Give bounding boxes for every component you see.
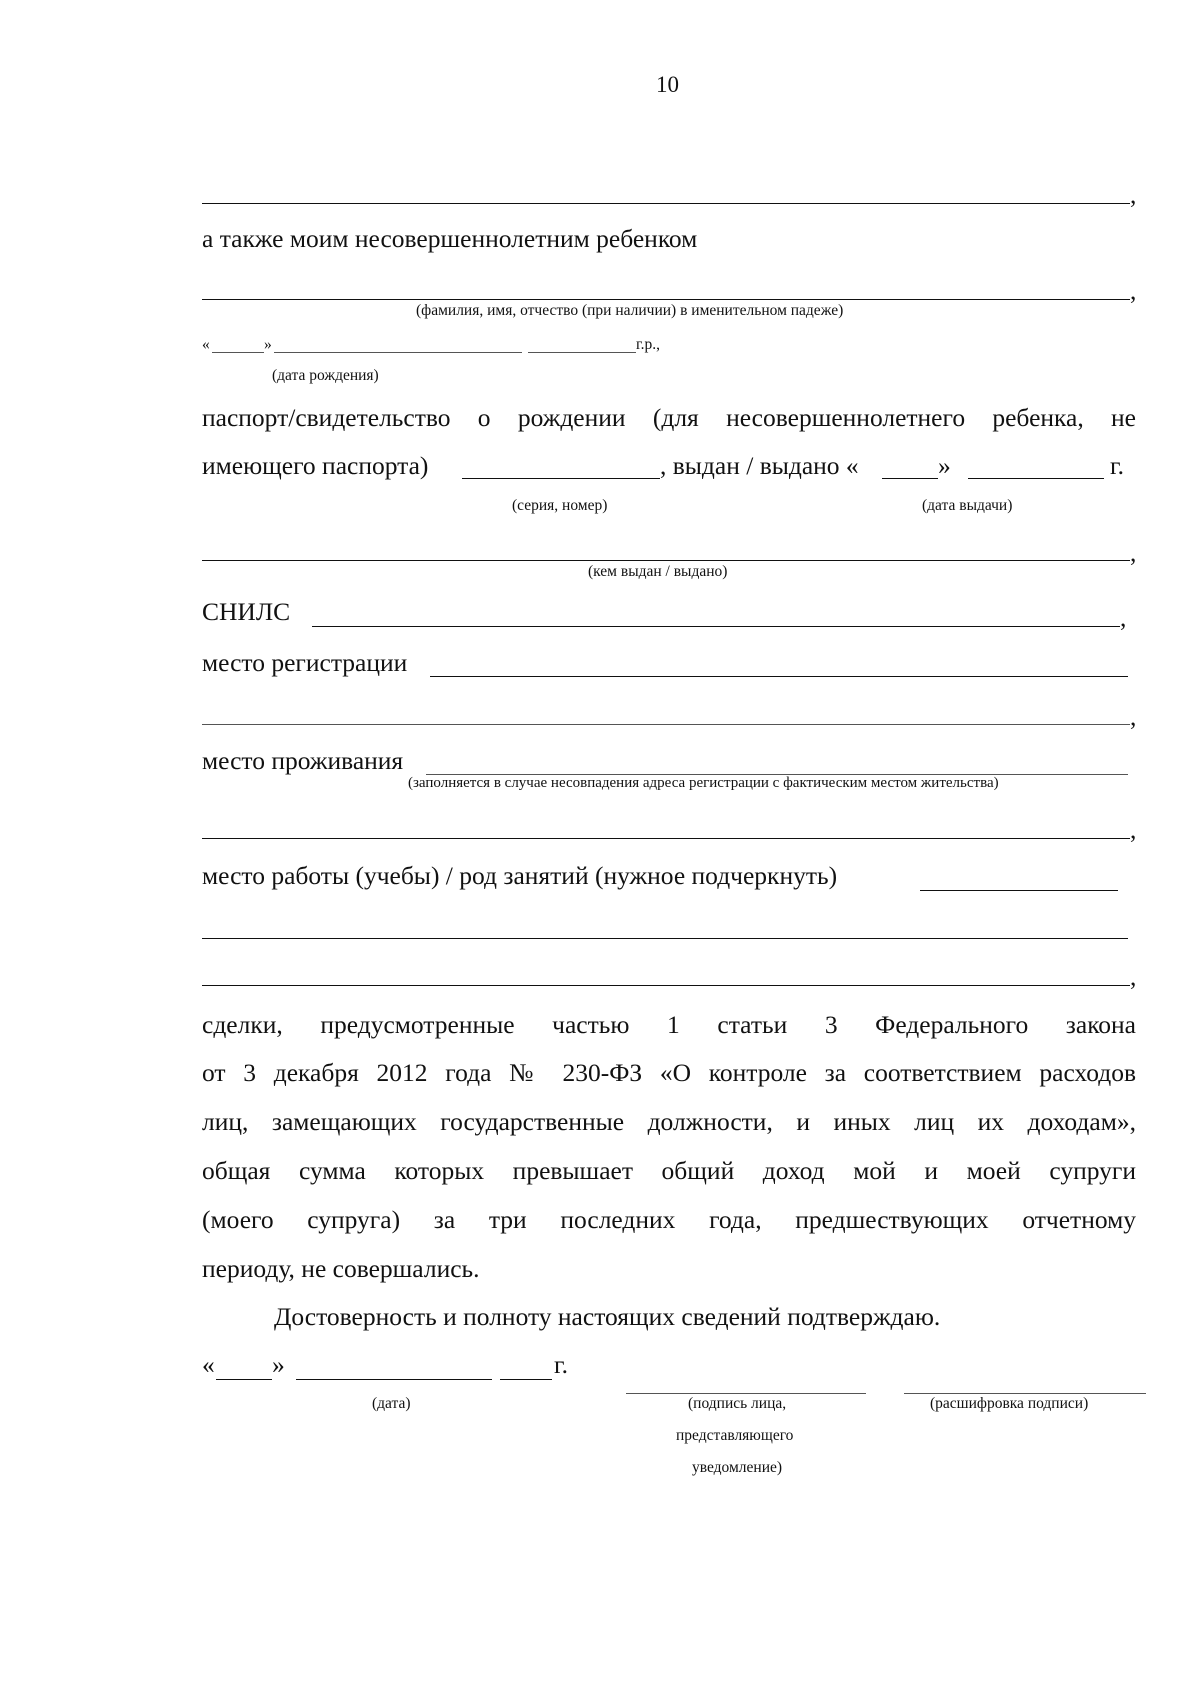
birth-close-quote: »	[264, 336, 272, 353]
paragraph-line-1: сделки, предусмотренные частью 1 статьи 3 Федерального закона	[202, 1010, 1136, 1039]
sign-month-line[interactable]	[296, 1379, 492, 1380]
residence-label: место проживания	[202, 746, 404, 775]
sign-date-caption: (дата)	[372, 1395, 411, 1412]
birth-caption: (дата рождения)	[272, 367, 379, 384]
snils-label: СНИЛС	[202, 597, 291, 626]
sign-day-line[interactable]	[216, 1379, 272, 1380]
passport-issued: , выдан / выдано «	[660, 451, 859, 480]
comma: ,	[1130, 180, 1137, 209]
series-caption: (серия, номер)	[512, 497, 608, 514]
sign-caption-2: представляющего	[676, 1427, 794, 1444]
child-name-line[interactable]	[202, 299, 1130, 300]
sign-year: г.	[554, 1350, 568, 1379]
paragraph-line-6: периоду, не совершались.	[202, 1254, 480, 1283]
work-line-3[interactable]	[202, 985, 1130, 986]
page-number: 10	[656, 72, 679, 97]
comma: ,	[1130, 962, 1137, 991]
paragraph-line-5: (моего супруга) за три последних года, предшествующих отчетному	[202, 1205, 1136, 1234]
passport-series-line[interactable]	[462, 478, 660, 479]
snils-line[interactable]	[312, 626, 1120, 627]
registration-label: место регистрации	[202, 648, 408, 677]
registration-line[interactable]	[430, 676, 1128, 677]
registration-line-2[interactable]	[202, 724, 1130, 725]
birth-year-line[interactable]	[528, 352, 636, 353]
sign-caption-1: (подпись лица,	[688, 1395, 787, 1412]
birth-year-suffix: г.р.,	[636, 336, 660, 353]
birth-month-line[interactable]	[274, 352, 522, 353]
sign-year-line[interactable]	[500, 1379, 552, 1380]
passport-line-2-prefix: имеющего паспорта)	[202, 451, 429, 480]
sign-close-quote: »	[272, 1350, 285, 1379]
passport-line-1: паспорт/свидетельство о рождении (для несовершеннолетнего ребенка, не	[202, 403, 1136, 432]
sign-caption-3: уведомление)	[692, 1459, 783, 1476]
passport-close-quote: »	[938, 451, 951, 480]
spouse-name-line[interactable]	[202, 203, 1130, 204]
sign-decode-caption: (расшифровка подписи)	[930, 1395, 1089, 1412]
comma: ,	[1130, 538, 1137, 567]
child-name-caption: (фамилия, имя, отчество (при наличии) в именительном падеже)	[416, 302, 844, 319]
work-line-2[interactable]	[202, 938, 1128, 939]
paragraph-line-2: от 3 декабря 2012 года № 230-ФЗ «О контроле за соответствием расходов	[202, 1058, 1136, 1087]
comma: ,	[1120, 603, 1127, 632]
issuer-line[interactable]	[202, 560, 1130, 561]
comma: ,	[1130, 815, 1137, 844]
issuer-caption: (кем выдан / выдано)	[588, 563, 728, 580]
child-intro: а также моим несовершеннолетним ребенком	[202, 224, 698, 253]
passport-year: г.	[1110, 451, 1124, 480]
residence-line-2[interactable]	[202, 838, 1130, 839]
issue-date-caption: (дата выдачи)	[922, 497, 1013, 514]
residence-caption: (заполняется в случае несовпадения адреса регистрации с фактическим местом жительства)	[408, 775, 999, 791]
sign-open-quote: «	[202, 1350, 215, 1379]
comma: ,	[1130, 276, 1137, 305]
comma: ,	[1130, 702, 1137, 731]
signature-decode-line[interactable]	[904, 1393, 1146, 1394]
work-label: место работы (учебы) / род занятий (нужное подчеркнуть)	[202, 861, 838, 890]
paragraph-line-3: лиц, замещающих государственные должности, и иных лиц их доходам»,	[202, 1107, 1136, 1136]
birth-open-quote: «	[202, 336, 210, 353]
passport-month-line[interactable]	[968, 478, 1104, 479]
confirmation-text: Достоверность и полноту настоящих сведений подтверждаю.	[274, 1302, 941, 1331]
signature-line[interactable]	[626, 1393, 866, 1394]
passport-day-line[interactable]	[882, 478, 938, 479]
paragraph-line-4: общая сумма которых превышает общий доход мой и моей супруги	[202, 1156, 1136, 1185]
birth-day-line[interactable]	[212, 352, 264, 353]
work-line[interactable]	[920, 890, 1118, 891]
